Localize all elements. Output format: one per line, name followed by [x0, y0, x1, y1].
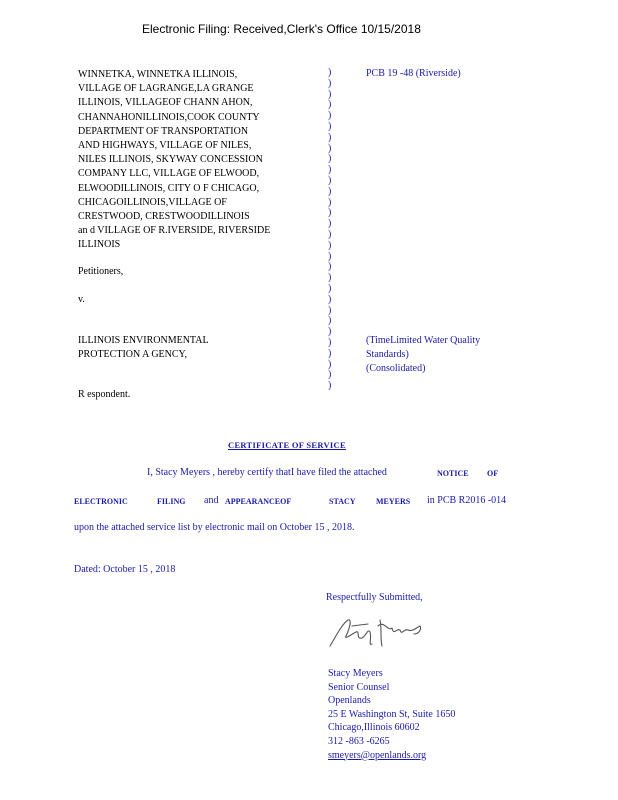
petitioner-line: DEPARTMENT OF TRANSPORTATION: [78, 125, 249, 137]
notice-word: NOTICE: [437, 469, 469, 478]
respondent-line: PROTECTION A GENCY,: [78, 349, 187, 360]
filing-header: Electronic Filing: Received,Clerk's Office 10/15/2018: [142, 22, 421, 36]
caption-paren: ): [328, 153, 332, 165]
caption-paren: ): [328, 99, 332, 111]
caption-paren: ): [328, 185, 332, 197]
caption-paren: ): [328, 282, 332, 294]
caption-paren: ): [328, 336, 332, 348]
petitioner-line: COMPANY LLC, VILLAGE OF ELWOOD,: [78, 168, 260, 180]
of-word: OF: [487, 469, 499, 478]
dated-line: Dated: October 15 , 2018: [74, 564, 176, 575]
petitioner-line: ELWOODILLINOIS, CITY O F CHICAGO,: [78, 182, 260, 194]
caption-paren: ): [328, 380, 332, 392]
caption-paren: ): [328, 315, 332, 327]
caption-paren: ): [328, 358, 332, 370]
versus-label: v.: [78, 294, 85, 305]
signer-street: 25 E Washington St, Suite 1650: [328, 708, 456, 720]
case-number: PCB 19 -48 (Riverside): [366, 68, 461, 79]
caption-paren: ): [328, 131, 332, 143]
caption-paren: ): [328, 142, 332, 154]
docket-number: in PCB R2016 -014: [427, 495, 507, 506]
signer-title: Senior Counsel: [328, 681, 390, 693]
petitioner-line: an d VILLAGE OF R.IVERSIDE, RIVERSIDE: [78, 225, 271, 237]
petitioner-line: AND HIGHWAYS, VILLAGE OF NILES,: [78, 140, 252, 152]
caption-paren-column: [328, 68, 331, 392]
case-type: [366, 334, 480, 375]
case-type-line: (Consolidated): [366, 362, 426, 374]
petitioner-line: CHICAGOILLINOIS,VILLAGE OF: [78, 196, 227, 208]
petitioner-line: WINNETKA, WINNETKA ILLINOIS,: [78, 69, 238, 80]
signer-email-link[interactable]: smeyers@openlands.org: [328, 749, 427, 761]
filing-word: FILING: [157, 497, 186, 506]
handwritten-signature: [322, 606, 432, 654]
caption-paren: ): [328, 67, 332, 78]
stacy-word: STACY: [329, 497, 356, 506]
petitioners-label: Petitioners,: [78, 266, 124, 277]
caption-paren: ): [328, 326, 332, 338]
caption-paren: ): [328, 110, 332, 122]
certify-line-3: upon the attached service list by electronic mail on October 15 , 2018.: [74, 522, 355, 533]
meyers-word: MEYERS: [376, 497, 411, 506]
appearance-word: APPEARANCEOF: [225, 497, 292, 506]
signer-name: Stacy Meyers: [328, 668, 383, 679]
electronic-word: ELECTRONIC: [74, 497, 128, 506]
caption-paren: ): [328, 250, 332, 262]
caption-paren: ): [328, 239, 332, 251]
petitioner-line: ILLINOIS, VILLAGEOF CHANN AHON,: [78, 97, 253, 109]
signature-block: [328, 667, 455, 762]
case-type-line: (TimeLimited Water Quality: [366, 335, 481, 346]
caption-paren: ): [328, 304, 332, 316]
respondent-name: [78, 334, 209, 362]
caption-paren: ): [328, 347, 332, 359]
caption-paren: ): [328, 88, 332, 100]
signer-org: Openlands: [328, 695, 371, 707]
closing-line: Respectfully Submitted,: [326, 592, 423, 603]
caption-paren: ): [328, 174, 332, 186]
caption-paren: ): [328, 164, 332, 176]
caption-paren: ): [328, 218, 332, 230]
petitioner-line: VILLAGE OF LAGRANGE,LA GRANGE: [78, 83, 254, 95]
petitioners-block: [78, 68, 270, 253]
caption-paren: ): [328, 120, 332, 132]
caption-paren: ): [328, 196, 332, 208]
petitioner-line: ILLINOIS: [78, 239, 121, 251]
caption-paren: ): [328, 293, 332, 305]
respondent-label: R espondent.: [78, 389, 131, 400]
caption-paren: ): [328, 207, 332, 219]
caption-paren: ): [328, 369, 332, 381]
certificate-title: CERTIFICATE OF SERVICE: [228, 440, 346, 450]
signer-phone: 312 -863 -6265: [328, 735, 390, 747]
caption-paren: ): [328, 272, 332, 284]
caption-paren: ): [328, 261, 332, 273]
and-word: and: [204, 495, 219, 506]
respondent-line: ILLINOIS ENVIRONMENTAL: [78, 335, 209, 346]
petitioner-line: CRESTWOOD, CRESTWOODILLINOIS: [78, 211, 250, 223]
certify-line-1a: I, Stacy Meyers , hereby certify thatI have filed the attached: [147, 467, 387, 478]
caption-paren: ): [328, 228, 332, 240]
petitioner-line: CHANNAHONILLINOIS,COOK COUNTY: [78, 111, 260, 123]
caption-paren: ): [328, 77, 332, 89]
petitioner-line: NILES ILLINOIS, SKYWAY CONCESSION: [78, 154, 263, 166]
signer-city: Chicago,Illinois 60602: [328, 722, 420, 734]
case-type-line: Standards): [366, 348, 409, 360]
